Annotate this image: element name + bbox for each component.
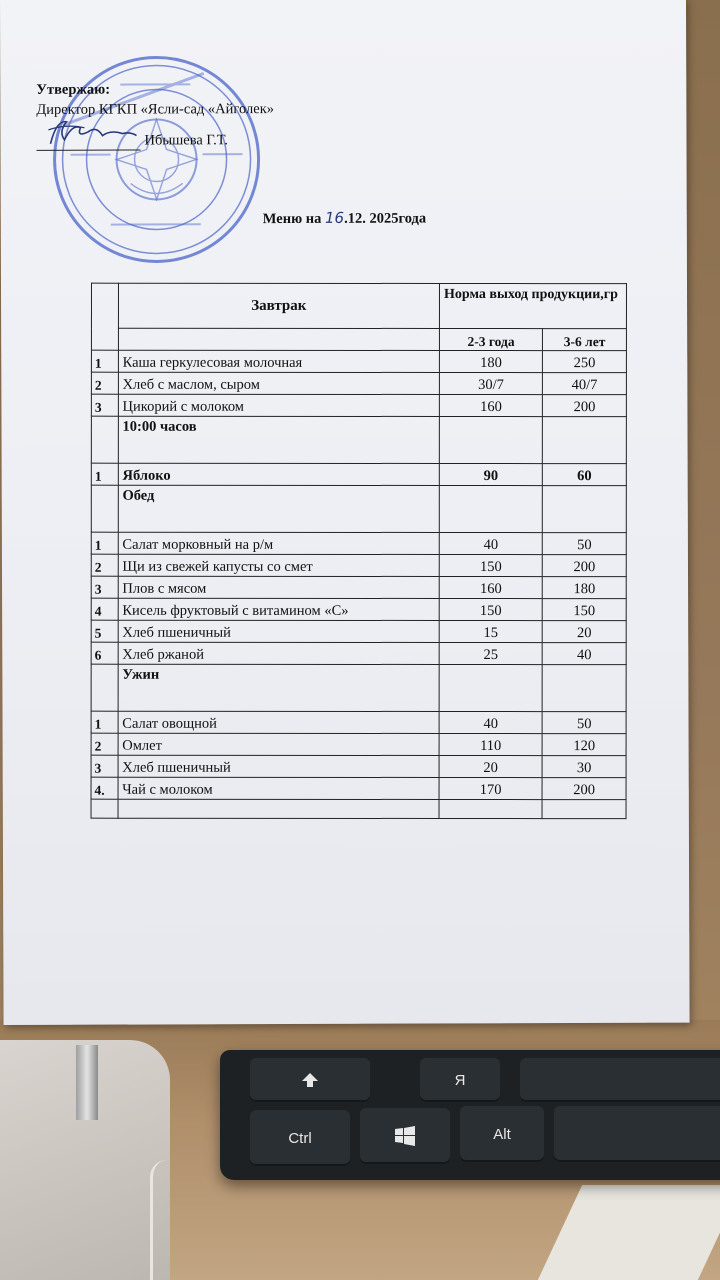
section-header-row bbox=[91, 664, 626, 711]
empty-cell bbox=[439, 799, 542, 818]
empty-cell bbox=[91, 799, 118, 818]
menu-item-row bbox=[91, 350, 626, 372]
keyboard bbox=[220, 1050, 720, 1180]
item-number: 4. bbox=[91, 777, 118, 799]
portion-3-6-years: 150 bbox=[542, 599, 626, 621]
shift-arrow-icon bbox=[301, 1072, 319, 1088]
section-header-row bbox=[91, 485, 626, 532]
item-name: Хлеб пшеничный bbox=[118, 755, 439, 777]
item-name: Хлеб ржаной bbox=[118, 642, 439, 664]
empty-cell bbox=[542, 800, 626, 819]
portion-2-3-years: 20 bbox=[439, 755, 542, 777]
menu-table bbox=[91, 283, 627, 819]
menu-item-row bbox=[91, 711, 626, 733]
portion-3-6-years: 50 bbox=[542, 533, 626, 555]
item-name: Омлет bbox=[118, 733, 439, 755]
portion-3-6-years: 50 bbox=[542, 712, 626, 734]
portion-2-3-years: 30/7 bbox=[439, 372, 542, 394]
menu-table-body bbox=[91, 283, 626, 818]
header-num-cell bbox=[91, 283, 118, 350]
approve-label: Утвержаю: bbox=[36, 81, 111, 98]
item-name: Салат овощной bbox=[118, 711, 439, 733]
item-name: Чай с молоком bbox=[118, 777, 439, 799]
section-title: 10:00 часов bbox=[118, 416, 439, 463]
item-number: 2 bbox=[91, 372, 118, 394]
section-blank-a bbox=[439, 485, 542, 532]
menu-date-day: 16 bbox=[324, 208, 345, 227]
item-number: 4 bbox=[91, 598, 118, 620]
item-number: 1 bbox=[91, 463, 118, 485]
section-blank-b bbox=[543, 486, 627, 533]
portion-2-3-years: 15 bbox=[439, 620, 542, 642]
menu-item-row bbox=[91, 394, 626, 416]
item-name: Щи из свежей капусты со смет bbox=[118, 554, 439, 576]
section-num-cell bbox=[91, 416, 118, 463]
windows-key bbox=[360, 1108, 450, 1164]
signature-line bbox=[36, 119, 274, 151]
item-name: Хлеб с маслом, сыром bbox=[118, 372, 439, 394]
item-number: 3 bbox=[91, 755, 118, 777]
menu-item-row bbox=[91, 620, 626, 642]
ctrl-key-label: Ctrl bbox=[288, 1129, 312, 1147]
alt-key-label: Alt bbox=[493, 1125, 511, 1143]
item-name: Хлеб пшеничный bbox=[118, 620, 439, 642]
item-number: 1 bbox=[91, 711, 118, 733]
item-name: Яблоко bbox=[118, 463, 439, 485]
item-name: Цикорий с молоком bbox=[118, 394, 439, 416]
portion-2-3-years: 180 bbox=[439, 350, 542, 372]
item-name: Каша геркулесовая молочная bbox=[118, 350, 439, 372]
empty-row bbox=[91, 799, 626, 818]
menu-item-row bbox=[91, 554, 626, 576]
portion-2-3-years: 150 bbox=[439, 598, 542, 620]
item-number: 5 bbox=[91, 620, 118, 642]
approval-block bbox=[36, 79, 274, 151]
portion-2-3-years: 40 bbox=[439, 532, 542, 554]
menu-title-prefix: Меню на bbox=[262, 210, 322, 228]
portion-2-3-years: 160 bbox=[439, 576, 542, 598]
menu-item-row bbox=[91, 463, 626, 485]
section-blank-b bbox=[542, 665, 626, 712]
windows-logo-icon bbox=[394, 1125, 416, 1147]
age-group-b: 3-6 лет bbox=[543, 329, 627, 351]
item-number: 3 bbox=[91, 394, 118, 416]
metal-bracket bbox=[76, 1045, 98, 1120]
menu-title-suffix: .12. 2025года bbox=[344, 210, 427, 227]
portion-2-3-years: 40 bbox=[439, 711, 542, 733]
ctrl-key bbox=[250, 1110, 350, 1166]
portion-3-6-years: 200 bbox=[542, 778, 626, 800]
section-blank-a bbox=[439, 664, 542, 711]
header-title: Завтрак bbox=[118, 283, 439, 328]
portion-3-6-years: 40 bbox=[542, 643, 626, 665]
item-name: Плов с мясом bbox=[118, 576, 439, 598]
item-number: 2 bbox=[91, 733, 118, 755]
handwritten-signature bbox=[36, 120, 140, 151]
menu-item-row bbox=[91, 372, 626, 394]
cable bbox=[150, 1160, 167, 1280]
section-blank-a bbox=[439, 416, 542, 463]
item-name: Салат морковный на р/м bbox=[118, 532, 439, 554]
menu-item-row bbox=[91, 777, 626, 799]
item-name: Кисель фруктовый с витамином «С» bbox=[118, 598, 439, 620]
portion-2-3-years: 110 bbox=[439, 733, 542, 755]
section-num-cell bbox=[91, 485, 118, 532]
item-number: 1 bbox=[91, 350, 118, 372]
portion-3-6-years: 200 bbox=[543, 395, 627, 417]
age-group-a: 2-3 года bbox=[439, 328, 542, 350]
header-norm: Норма выход продукции,гр bbox=[439, 283, 626, 328]
section-blank-b bbox=[543, 417, 627, 464]
portion-3-6-years: 120 bbox=[542, 734, 626, 756]
portion-2-3-years: 25 bbox=[439, 642, 542, 664]
section-title: Обед bbox=[118, 485, 439, 532]
ya-key bbox=[420, 1058, 500, 1102]
portion-3-6-years: 20 bbox=[542, 621, 626, 643]
section-header-row bbox=[91, 416, 626, 463]
menu-item-row bbox=[91, 576, 626, 598]
item-number: 2 bbox=[91, 554, 118, 576]
menu-item-row bbox=[91, 642, 626, 664]
portion-3-6-years: 30 bbox=[542, 756, 626, 778]
header-row bbox=[91, 283, 626, 328]
portion-3-6-years: 200 bbox=[542, 555, 626, 577]
director-line: Директор КГКП «Ясли-сад «Айголек» bbox=[36, 101, 275, 118]
portion-2-3-years: 170 bbox=[439, 777, 542, 799]
section-title: Ужин bbox=[118, 664, 439, 711]
ya-key-label: Я bbox=[454, 1071, 466, 1089]
age-header-blank bbox=[118, 328, 439, 350]
empty-cell bbox=[118, 799, 439, 818]
portion-3-6-years: 250 bbox=[543, 351, 627, 373]
item-number: 6 bbox=[91, 642, 118, 664]
portion-3-6-years: 40/7 bbox=[543, 373, 627, 395]
shift-key bbox=[250, 1058, 370, 1102]
menu-item-row bbox=[91, 755, 626, 777]
age-header-row bbox=[91, 328, 626, 350]
portion-2-3-years: 90 bbox=[439, 463, 542, 485]
menu-title bbox=[263, 209, 426, 229]
signatory-name: Ибышева Г.Т. bbox=[144, 132, 228, 149]
section-num-cell bbox=[91, 664, 118, 711]
portion-3-6-years: 60 bbox=[543, 464, 627, 486]
menu-item-row bbox=[91, 532, 626, 554]
portion-2-3-years: 160 bbox=[439, 394, 542, 416]
portion-2-3-years: 150 bbox=[439, 554, 542, 576]
wide-key bbox=[520, 1058, 720, 1102]
item-number: 3 bbox=[91, 576, 118, 598]
portion-3-6-years: 180 bbox=[542, 577, 626, 599]
alt-key bbox=[460, 1106, 544, 1162]
space-key bbox=[554, 1106, 720, 1162]
menu-item-row bbox=[91, 733, 626, 755]
menu-item-row bbox=[91, 598, 626, 620]
item-number: 1 bbox=[91, 532, 118, 554]
